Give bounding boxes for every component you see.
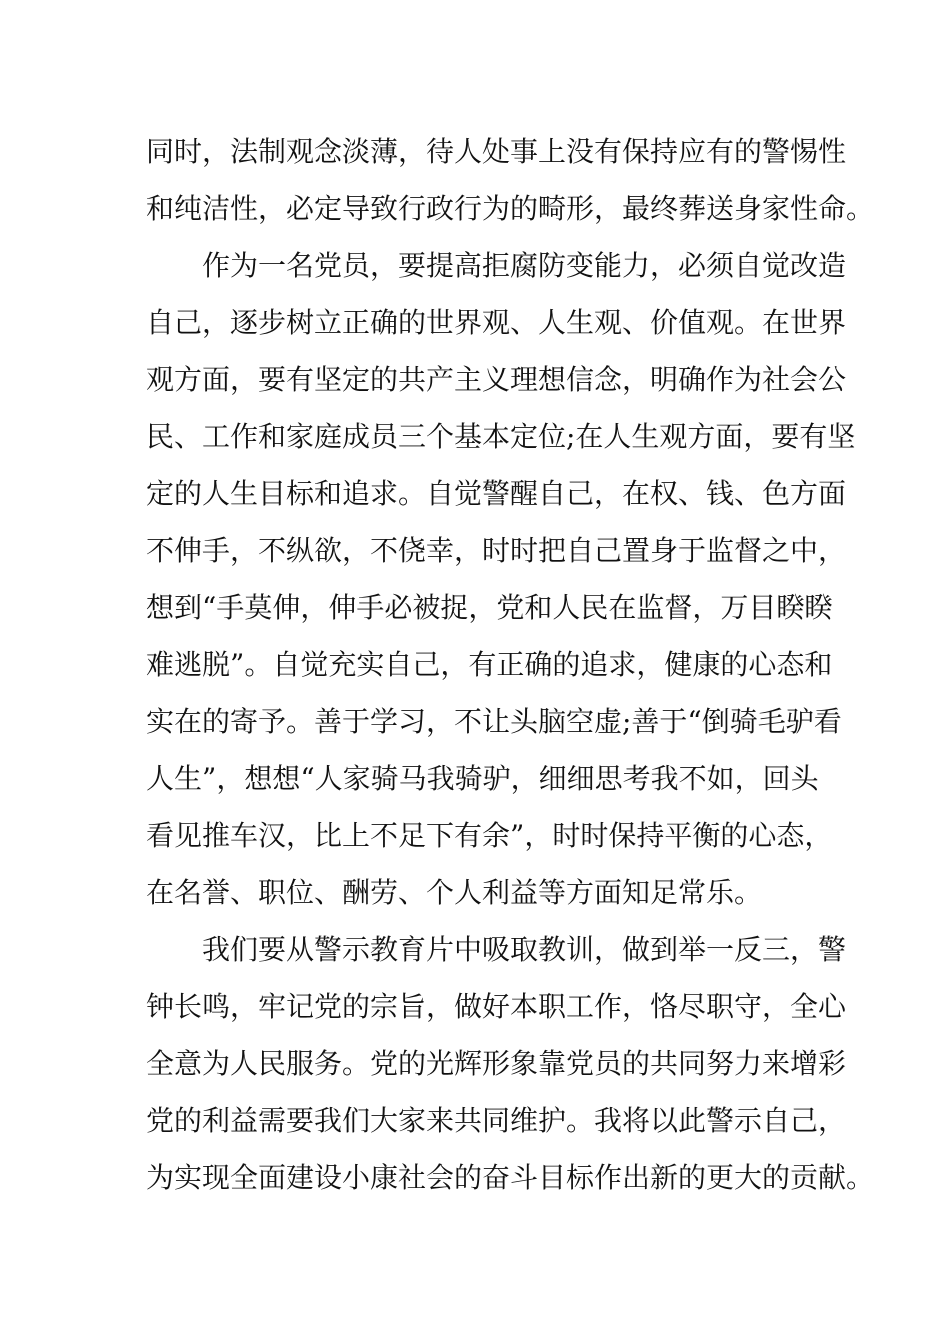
text-line: 在名誉、职位、酬劳、个人利益等方面知足常乐。 <box>146 876 763 909</box>
paragraph-first-line: 作为一名党员，要提高拒腐防变能力，必须自觉改造 <box>202 249 847 282</box>
text-line: 定的人生目标和追求。自觉警醒自己，在权、钱、色方面 <box>146 477 847 510</box>
text-line: 钟长鸣，牢记党的宗旨，做好本职工作，恪尽职守，全心 <box>146 990 847 1023</box>
text-line: 为实现全面建设小康社会的奋斗目标作出新的更大的贡献。 <box>146 1161 875 1194</box>
text-line: 民、工作和家庭成员三个基本定位;在人生观方面，要有坚 <box>146 420 856 453</box>
text-line: 同时，法制观念淡薄，待人处事上没有保持应有的警惕性 <box>146 135 847 168</box>
text-line: 观方面，要有坚定的共产主义理想信念，明确作为社会公 <box>146 363 847 396</box>
text-line: 难逃脱”。自觉充实自己，有正确的追求，健康的心态和 <box>146 648 833 681</box>
text-line: 看见推车汉，比上不足下有余”，时时保持平衡的心态， <box>146 819 833 852</box>
text-line: 实在的寄予。善于学习，不让头脑空虚;善于“倒骑毛驴看 <box>146 705 842 738</box>
paragraph-first-line: 我们要从警示教育片中吸取教训，做到举一反三，警 <box>202 933 847 966</box>
text-line: 不伸手，不纵欲，不侥幸，时时把自己置身于监督之中， <box>146 534 847 567</box>
text-line: 全意为人民服务。党的光辉形象靠党员的共同努力来增彩 <box>146 1047 847 1080</box>
text-line: 想到“手莫伸，伸手必被捉，党和人民在监督，万目睽睽 <box>146 591 833 624</box>
text-line: 人生”，想想“人家骑马我骑驴，细细思考我不如，回头 <box>146 762 819 795</box>
text-line: 自己，逐步树立正确的世界观、人生观、价值观。在世界 <box>146 306 847 339</box>
text-line: 和纯洁性，必定导致行政行为的畸形，最终葬送身家性命。 <box>146 192 875 225</box>
text-line: 党的利益需要我们大家来共同维护。我将以此警示自己， <box>146 1104 847 1137</box>
